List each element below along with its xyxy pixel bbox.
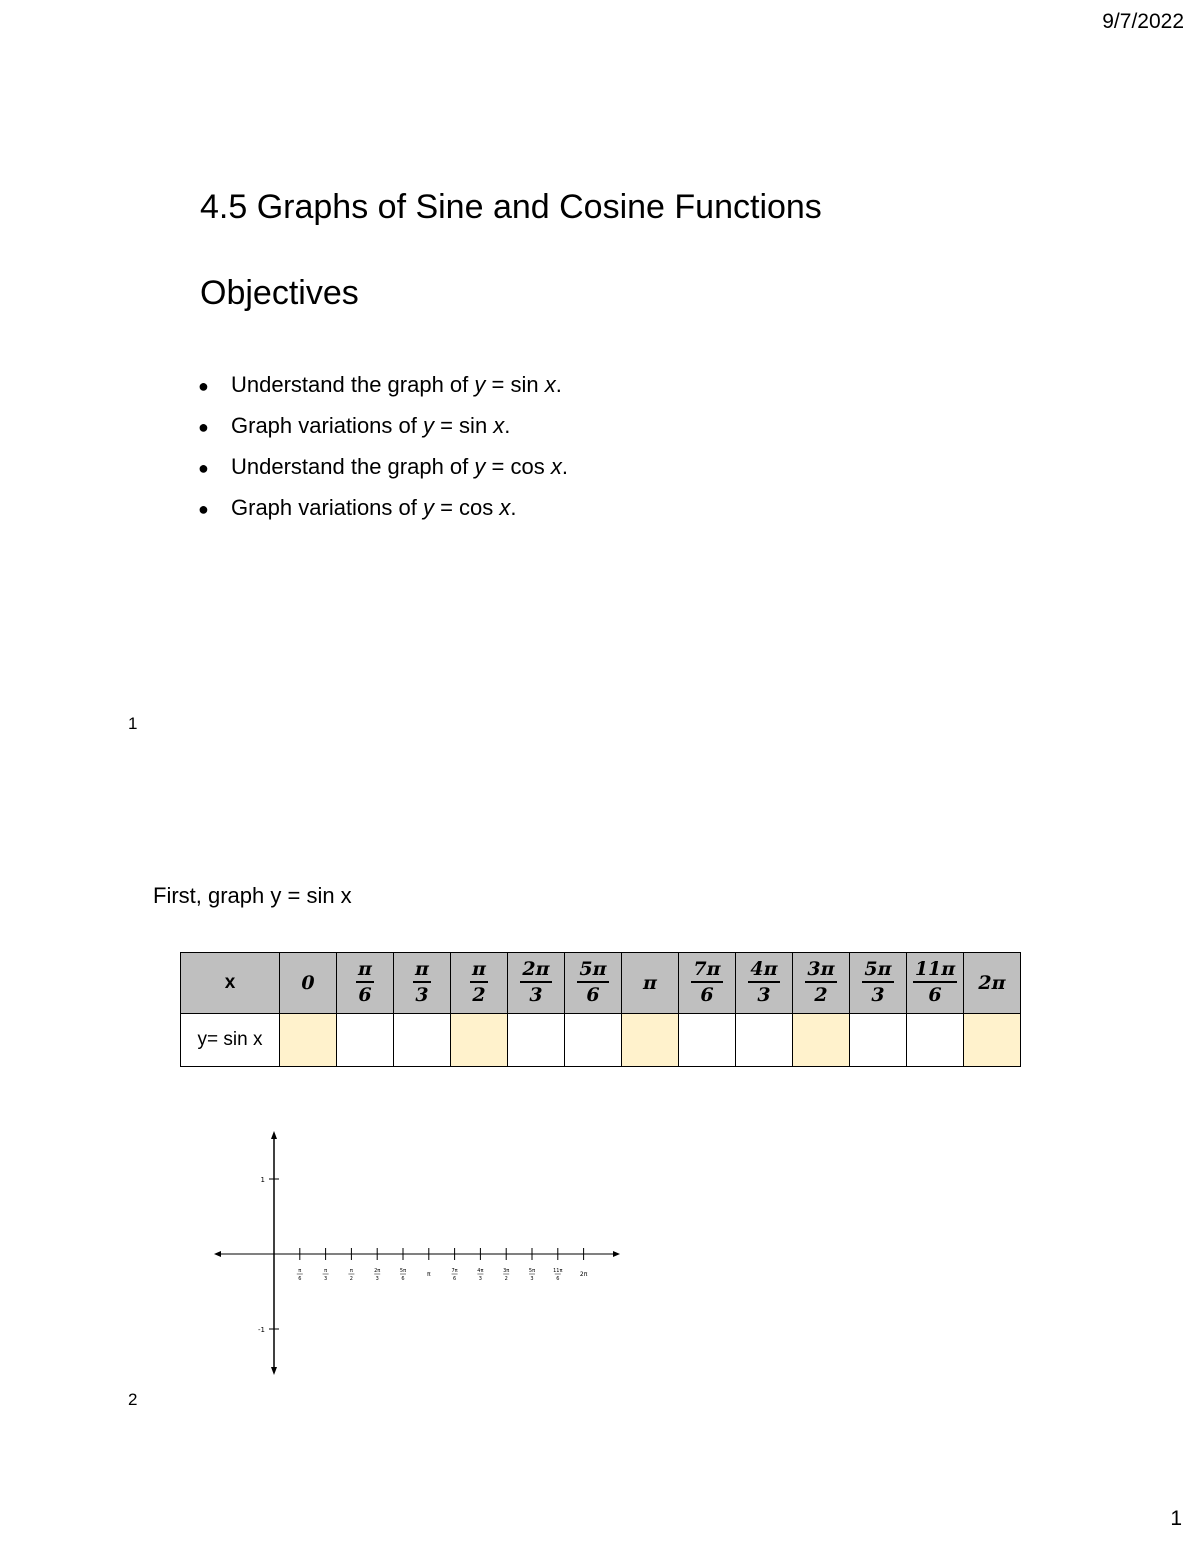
x-value-cell: π (622, 953, 679, 1014)
y-value-cell[interactable] (451, 1014, 508, 1067)
objectives-heading: Objectives (200, 274, 359, 312)
print-date: 9/7/2022 (1102, 10, 1184, 33)
y-value-cell[interactable] (964, 1014, 1021, 1067)
x-tick-label: 3 (324, 1276, 328, 1282)
blank-sine-axes (200, 1125, 640, 1385)
x-tick-label: 5π (399, 1268, 407, 1274)
arrow-right-icon (613, 1251, 620, 1257)
y-tick-label: 1 (260, 1176, 265, 1184)
objective-item: ● Graph variations of y = sin x. (198, 406, 568, 447)
x-value-cell: $\frac{5\pi}{6}$ (565, 953, 622, 1014)
slide-number: 1 (128, 714, 138, 733)
x-tick-label: 11π (553, 1268, 563, 1274)
y-value-cell[interactable] (679, 1014, 736, 1067)
x-value-cell: 2π (964, 953, 1021, 1014)
x-tick-label: 7π (451, 1268, 458, 1274)
x-tick-label: 2 (349, 1276, 353, 1282)
x-tick-label: 6 (453, 1276, 457, 1282)
x-tick-label: 3 (375, 1276, 379, 1282)
x-tick-label: 2π (374, 1268, 381, 1274)
x-value-cell: $\frac{\pi}{2}$ (451, 953, 508, 1014)
x-value-cell: $\frac{3\pi}{2}$ (793, 953, 850, 1014)
y-row-header: y= sin x (181, 1014, 280, 1067)
x-value-cell: $\frac{5\pi}{3}$ (850, 953, 907, 1014)
x-row-header: x (181, 953, 280, 1014)
y-value-cell[interactable] (337, 1014, 394, 1067)
y-value-cell[interactable] (508, 1014, 565, 1067)
x-tick-label: 6 (556, 1276, 560, 1282)
objective-item: ● Graph variations of y = cos x. (198, 488, 568, 529)
objectives-list (198, 365, 568, 529)
x-value-cell: 0 (280, 953, 337, 1014)
x-tick-label: π (324, 1268, 328, 1274)
y-value-cell[interactable] (907, 1014, 964, 1067)
x-tick-label: 2π (579, 1271, 588, 1278)
x-tick-label: π (298, 1268, 302, 1274)
y-value-cell[interactable] (565, 1014, 622, 1067)
bullet-icon: ● (198, 458, 209, 478)
bullet-icon: ● (198, 376, 209, 396)
x-value-cell: $\frac{\pi}{3}$ (394, 953, 451, 1014)
x-tick-label: 2 (504, 1276, 508, 1282)
x-tick-label: 6 (401, 1276, 405, 1282)
x-value-cell: $\frac{2\pi}{3}$ (508, 953, 565, 1014)
x-tick-label: 4π (477, 1268, 484, 1274)
x-tick-label: 6 (298, 1276, 302, 1282)
bullet-icon: ● (198, 417, 209, 437)
y-row (181, 1014, 1021, 1067)
x-value-cell: $\frac{4\pi}{3}$ (736, 953, 793, 1014)
page-number: 1 (1170, 1507, 1182, 1530)
slide-title: 4.5 Graphs of Sine and Cosine Functions (200, 188, 822, 226)
y-value-cell[interactable] (793, 1014, 850, 1067)
x-value-cell: $\frac{7\pi}{6}$ (679, 953, 736, 1014)
y-value-cell[interactable] (280, 1014, 337, 1067)
x-value-cell: $\frac{11\pi}{6}$ (907, 953, 964, 1014)
graph-prompt: First, graph y = sin x (153, 883, 352, 908)
x-tick-label: π (349, 1268, 353, 1274)
objective-item: ● Understand the graph of y = sin x. (198, 365, 568, 406)
x-tick-label: 3 (530, 1276, 534, 1282)
slide-number: 2 (128, 1390, 138, 1409)
y-value-cell[interactable] (850, 1014, 907, 1067)
x-tick-label: 3π (503, 1268, 510, 1274)
sine-value-table (180, 952, 1021, 1067)
arrow-up-icon (271, 1131, 277, 1139)
objective-item: ● Understand the graph of y = cos x. (198, 447, 568, 488)
y-value-cell[interactable] (736, 1014, 793, 1067)
x-value-cell: $\frac{\pi}{6}$ (337, 953, 394, 1014)
x-tick-label: 5π (528, 1268, 536, 1274)
x-row (181, 953, 1021, 1014)
bullet-icon: ● (198, 499, 209, 519)
arrow-left-icon (214, 1251, 221, 1257)
y-value-cell[interactable] (394, 1014, 451, 1067)
y-tick-label: -1 (258, 1326, 265, 1334)
y-value-cell[interactable] (622, 1014, 679, 1067)
x-tick-label: 3 (478, 1276, 482, 1282)
arrow-down-icon (271, 1367, 277, 1375)
x-tick-label: π (426, 1271, 431, 1278)
